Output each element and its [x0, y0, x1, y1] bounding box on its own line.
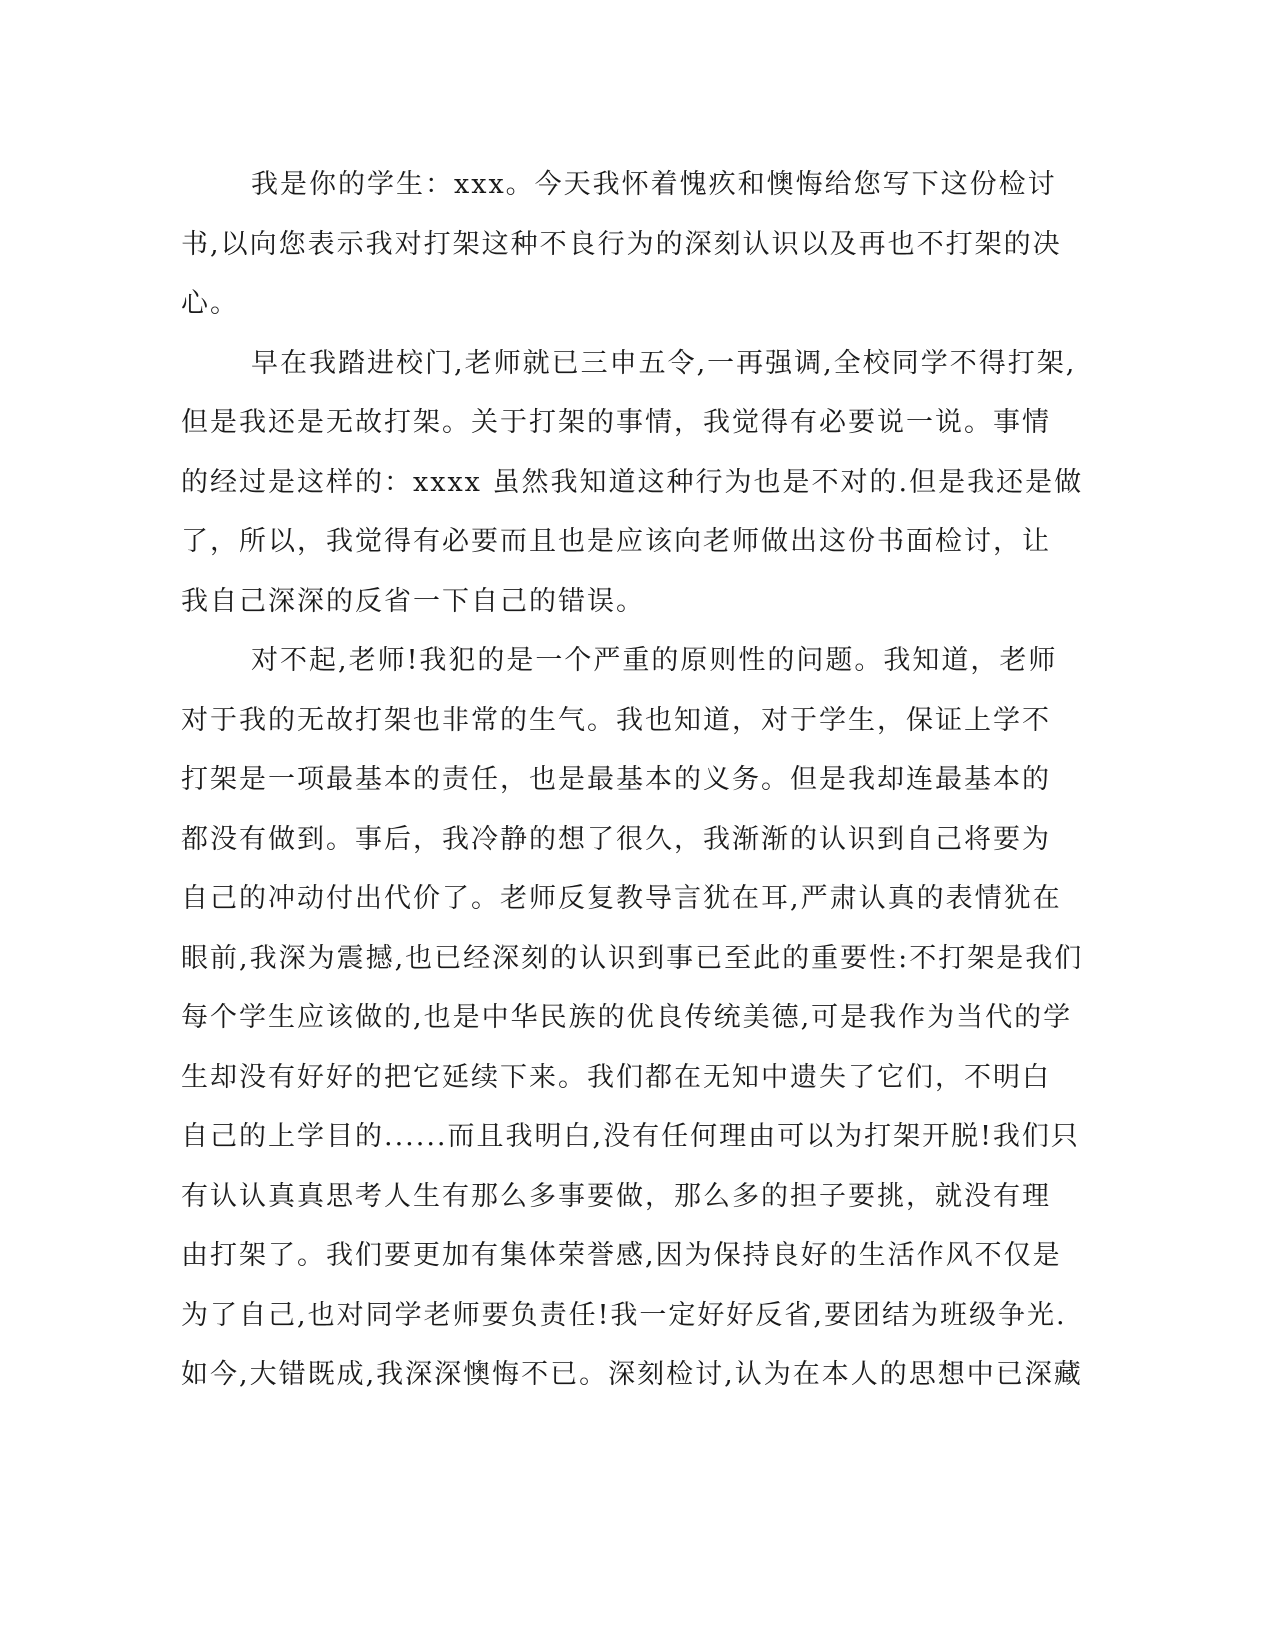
text-line: 但是我还是无故打架。关于打架的事情，我觉得有必要说一说。事情: [181, 407, 1051, 438]
text-line: 我是你的学生：xxx。今天我怀着愧疚和懊悔给您写下这份检讨: [251, 169, 1057, 200]
text-line: 我自己深深的反省一下自己的错误。: [181, 585, 645, 617]
text-line: 眼前,我深为震撼,也已经深刻的认识到事已至此的重要性:不打架是我们: [181, 942, 1084, 974]
text-line: 为了自己,也对同学老师要负责任!我一定好好反省,要团结为班级争光.: [181, 1299, 1067, 1331]
text-line: 了，所以，我觉得有必要而且也是应该向老师做出这份书面检讨，让: [181, 526, 1051, 557]
text-line: 的经过是这样的：xxxx 虽然我知道这种行为也是不对的.但是我还是做: [181, 466, 1084, 498]
text-line: 都没有做到。事后，我冷静的想了很久，我渐渐的认识到自己将要为: [181, 823, 1051, 855]
text-line: 由打架了。我们要更加有集体荣誉感,因为保持良好的生活作风不仅是: [181, 1240, 1062, 1271]
paragraph-3: [181, 631, 1084, 1405]
text-line: 如今,大错既成,我深深懊悔不已。深刻检讨,认为在本人的思想中已深藏: [181, 1359, 1083, 1390]
text-line: 每个学生应该做的,也是中华民族的优良传统美德,可是我作为当代的学: [181, 1002, 1073, 1033]
text-line: 早在我踏进校门,老师就已三申五令,一再强调,全校同学不得打架,: [251, 347, 1077, 379]
paragraph-1: [181, 155, 1062, 334]
text-line: 自己的上学目的......而且我明白,没有任何理由可以为打架开脱!我们只: [181, 1121, 1080, 1152]
paragraph-2: [181, 334, 1084, 632]
text-line: 生却没有好好的把它延续下来。我们都在无知中遗失了它们，不明白: [181, 1061, 1051, 1093]
text-line: 书,以向您表示我对打架这种不良行为的深刻认识以及再也不打架的决: [181, 228, 1062, 260]
text-line: 打架是一项最基本的责任，也是最基本的义务。但是我却连最基本的: [181, 764, 1051, 795]
text-line: 自己的冲动付出代价了。老师反复教导言犹在耳,严肃认真的表情犹在: [181, 883, 1062, 914]
document-body: [181, 155, 1084, 1405]
text-line: 心。: [181, 288, 239, 319]
text-line: 对不起,老师!我犯的是一个严重的原则性的问题。我知道，老师: [251, 645, 1058, 676]
text-line: 有认认真真思考人生有那么多事要做，那么多的担子要挑，就没有理: [181, 1180, 1051, 1212]
text-line: 对于我的无故打架也非常的生气。我也知道，对于学生，保证上学不: [181, 704, 1051, 736]
